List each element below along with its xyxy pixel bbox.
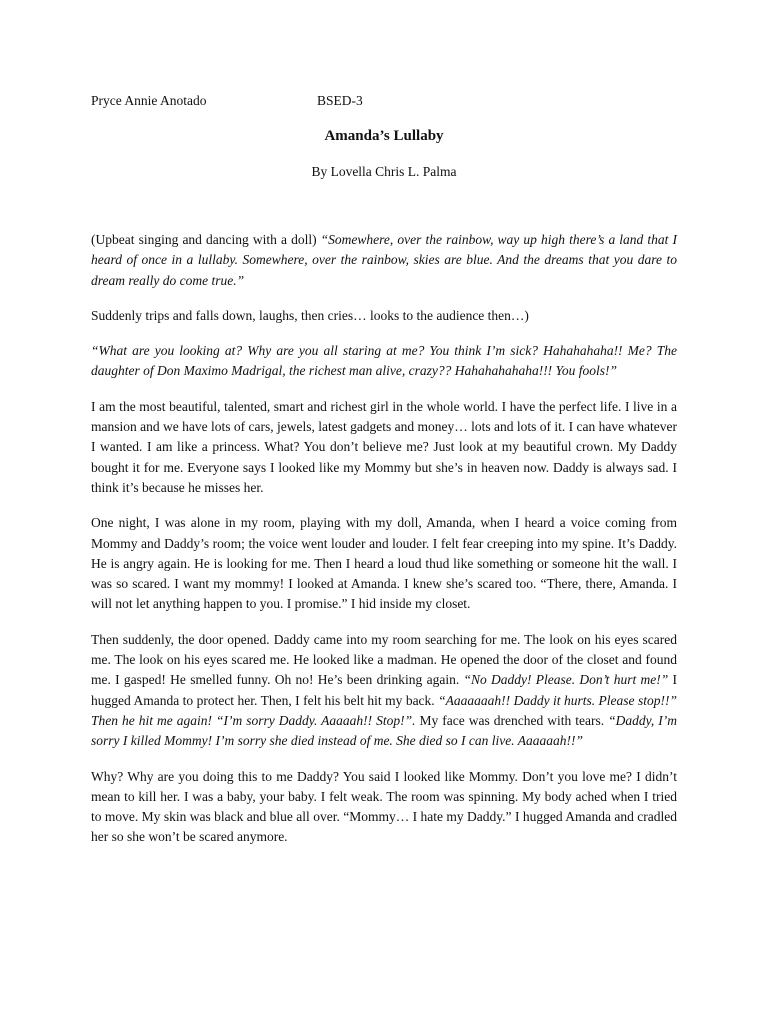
paragraph-6-part-d: “Aaaaaaah!! Daddy it hurts. Please stop!!” Then he hit me again! “I’m sorry Daddy. Aaaaah!! Stop!”. [91, 692, 677, 728]
paragraph-6-part-c: I hugged Amanda to protect her. Then, I felt his belt hit my back. [91, 672, 678, 708]
paragraph-6-part-f: “Daddy, I’m sorry I killed Mommy! I’m sorry she died instead of me. She died so I can live. Aaaaaah!!” [91, 712, 677, 749]
document-title: Amanda’s Lullaby [324, 128, 444, 144]
paragraph-6-part-e: My face was drenched with tears. [415, 712, 609, 728]
paragraph-6-part-b: “No Daddy! Please. Don’t hurt me!” [463, 672, 669, 688]
document-body [91, 230, 677, 863]
paragraph-4: I am the most beautiful, talented, smart and richest girl in the whole world. I have the perfect life. I live in a mansion and we have lots of cars, jewels, latest gadgets and money… lots and lots of it. I can have whatever I wanted. I am like a princess. What? You don’t believe me? Just look at my beautiful crown. My Daddy bought it for me. Everyone says I looked like my Mommy but she’s in heaven now. Daddy is always sad. I think it’s because he misses her. [91, 398, 677, 495]
paragraph-3 [91, 341, 677, 382]
paragraph-6-part-a: Then suddenly, the door opened. Daddy came into my room searching for me. The look on his eyes scared me. The look on his eyes scared me. He looked like a madman. He opened the door of the closet and found me. I gasped! He smelled funny. Oh no! He’s been drinking again. [91, 631, 677, 688]
paragraph-7: Why? Why are you doing this to me Daddy? You said I looked like Mommy. Don’t you love me? I didn’t mean to kill her. I was a baby, your baby. I felt weak. The room was spinning. My body ached when I tried to move. My skin was black and blue all over. “Mommy… I hate my Daddy.” I hugged Amanda and cradled her so she won’t be scared anymore. [91, 768, 677, 845]
paragraph-6 [91, 630, 677, 752]
paragraph-5: One night, I was alone in my room, playing with my doll, Amanda, when I heard a voice coming from Mommy and Daddy’s room; the voice went louder and louder. I felt fear creeping into my spine. It’s Daddy. He is angry again. He is looking for me. Then I heard a loud thud like something or someone hit the wall. I was so scared. I want my mommy! I looked at Amanda. I knew she’s scared too. “There, there, Amanda. I will not let anything happen to you. I promise.” I hid inside my closet. [91, 515, 677, 612]
course-label: BSED-3 [317, 93, 363, 108]
paragraph-3-dialogue: “What are you looking at? Why are you all staring at me? You think I’m sick? Hahahahaha!! Me? The daughter of Don Maximo Madrigal, the richest man alive, crazy?? Hahahahahaha!!! You fools!” [91, 343, 677, 379]
author-name: Pryce Annie Anotado [91, 93, 207, 108]
paragraph-1 [91, 230, 677, 291]
paragraph-1-song: “Somewhere, over the rainbow, way up high there’s a land that I heard of once in a lullaby. Somewhere, over the rainbow, skies are blue. And the dreams that you dare to dream really do come true.” [91, 232, 678, 288]
paragraph-1-stage-direction: (Upbeat singing and dancing with a doll) [91, 232, 321, 247]
byline: By Lovella Chris L. Palma [311, 164, 457, 179]
paragraph-2: Suddenly trips and falls down, laughs, then cries… looks to the audience then…) [91, 307, 529, 323]
